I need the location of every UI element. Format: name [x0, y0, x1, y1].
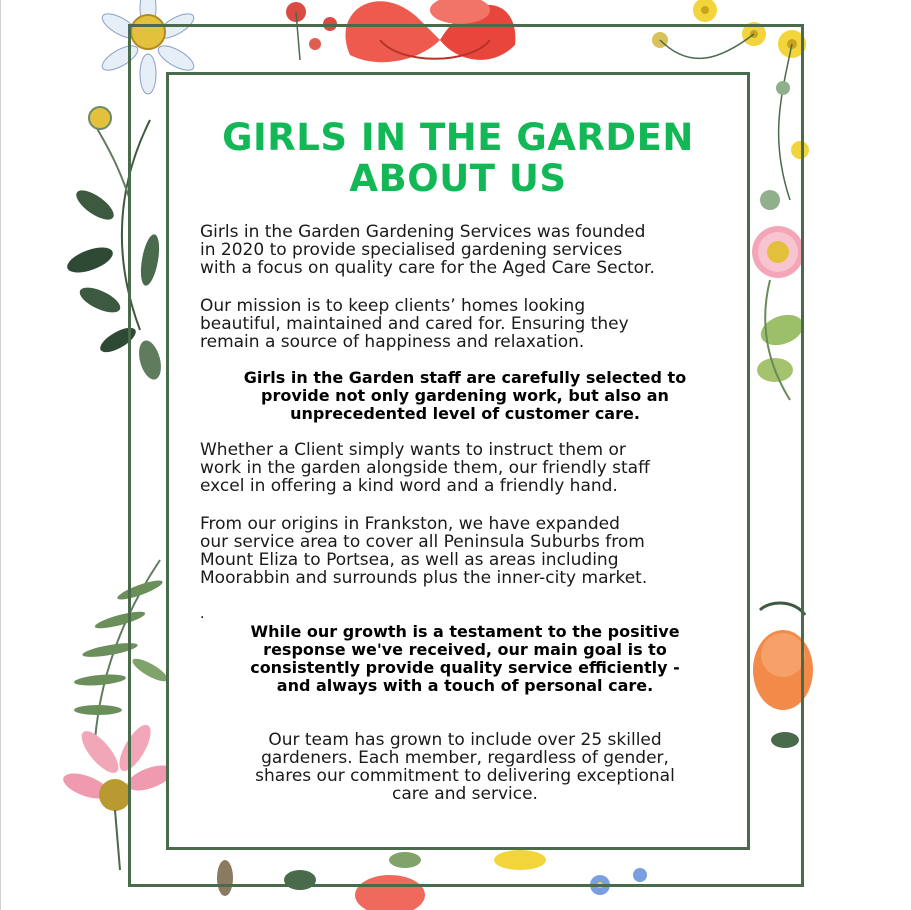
paragraph-growth-highlight: While our growth is a testament to the positive response we've received, our main goal is to consistently provide quality service efficiently - and always with a touch of personal care.	[250, 622, 680, 695]
paragraph-team: Our team has grown to include over 25 skilled gardeners. Each member, regardless of gender, shares our commitment to delivering exceptional care and service.	[255, 730, 675, 804]
paragraph-origins: From our origins in Frankston, we have expanded our service area to cover all Peninsula Suburbs from Mount Eliza to Portsea, as well as areas including Moorabbin and surrounds plus the inner-city market.	[200, 514, 648, 588]
paragraph-staff-highlight: Girls in the Garden staff are carefully selected to provide not only gardening work, but also an unprecedented level of customer care.	[243, 368, 687, 423]
page-subtitle: ABOUT US	[349, 157, 567, 200]
paragraph-client: Whether a Client simply wants to instruct them or work in the garden alongside them, our friendly staff excel in offering a kind word and a friendly hand.	[200, 440, 650, 496]
about-card	[166, 72, 750, 850]
paragraph-founding: Girls in the Garden Gardening Services was founded in 2020 to provide specialised gardening services with a focus on quality care for the Aged Care Sector.	[200, 222, 655, 278]
paragraph-mission: Our mission is to keep clients’ homes looking beautiful, maintained and cared for. Ensuring they remain a source of happiness and relaxation.	[200, 296, 629, 352]
stray-dot: .	[200, 606, 205, 622]
page-title: GIRLS IN THE GARDEN	[222, 116, 694, 159]
